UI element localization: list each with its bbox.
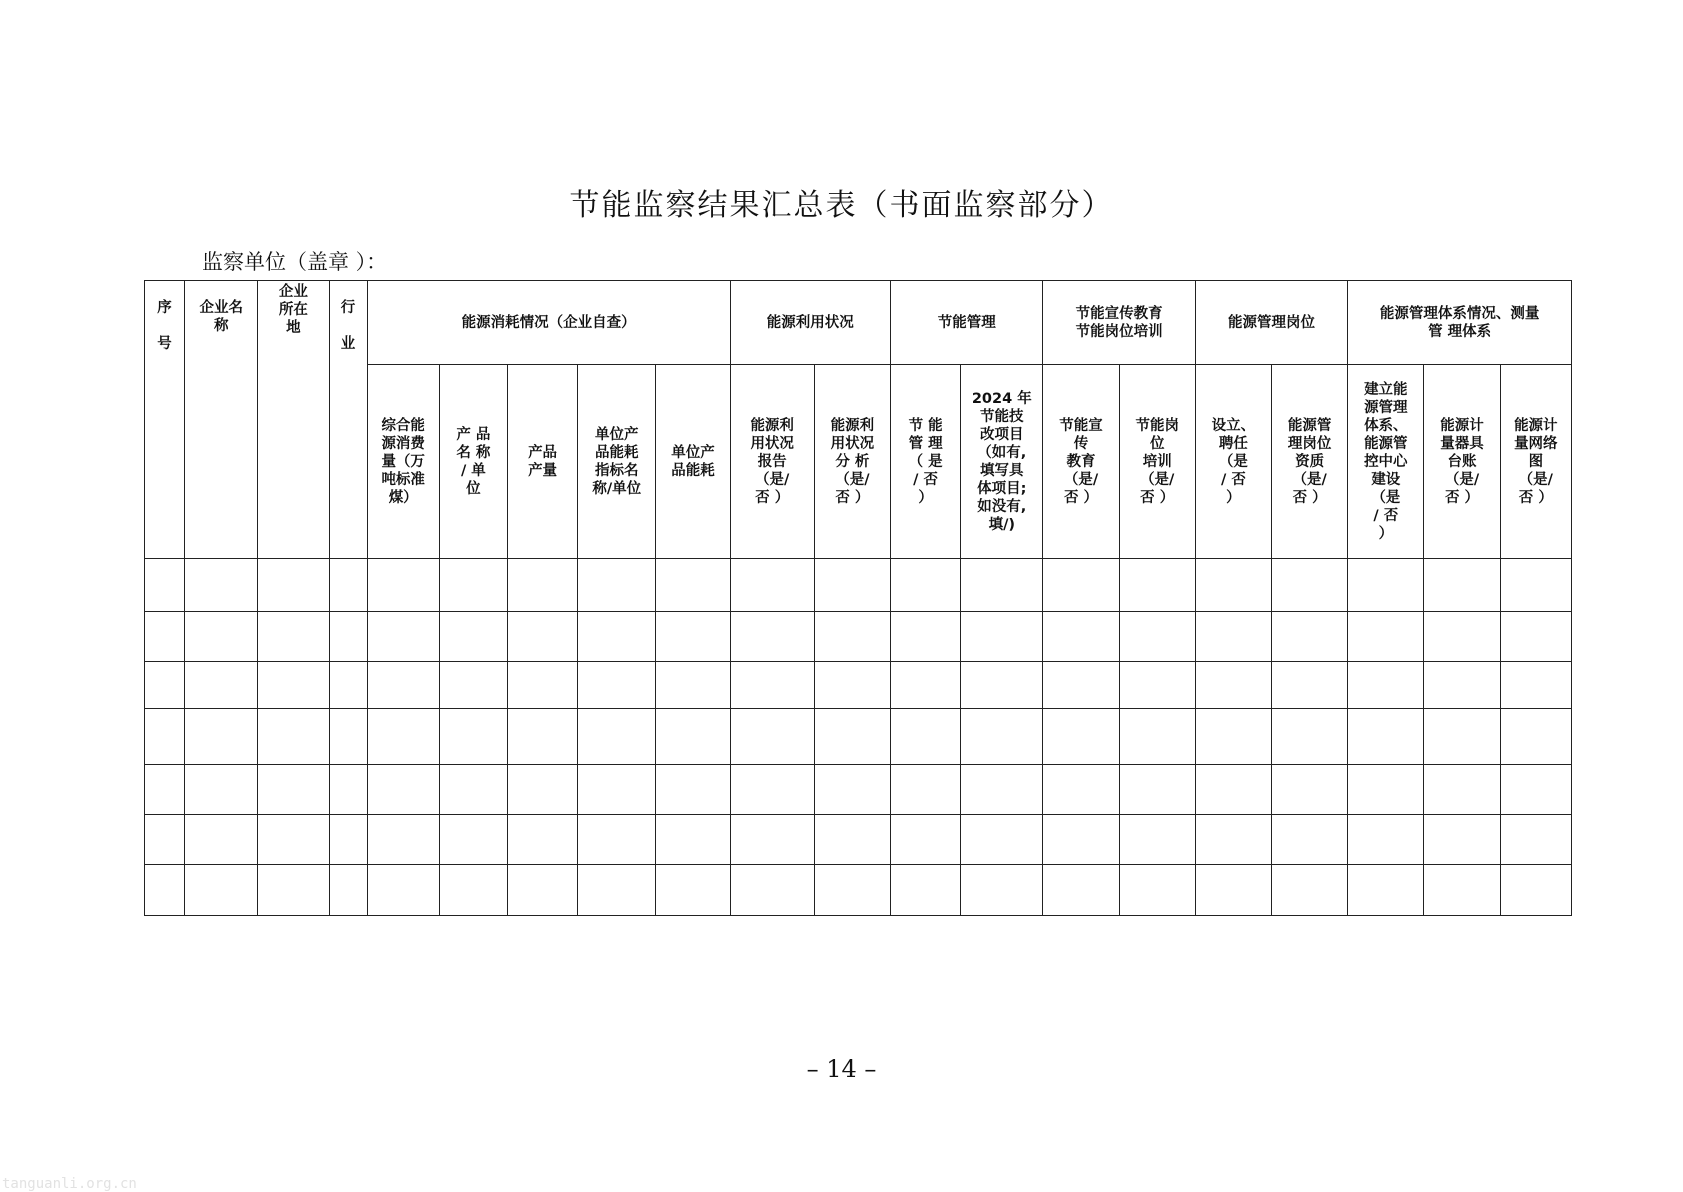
- table-row: [145, 765, 1572, 815]
- table-cell[interactable]: [656, 612, 730, 662]
- group-header-management-system: 能源管理体系情况、测量 管 理体系: [1348, 281, 1572, 365]
- sub-header: 能源管 理岗位 资质 （是/ 否 ）: [1272, 365, 1348, 559]
- table-cell[interactable]: [185, 765, 258, 815]
- table-cell[interactable]: [145, 559, 185, 612]
- watermark: tanguanli.org.cn: [2, 1176, 137, 1192]
- table-cell[interactable]: [1119, 559, 1195, 612]
- table-cell[interactable]: [1195, 865, 1271, 916]
- table-cell[interactable]: [1424, 709, 1500, 765]
- table-cell[interactable]: [367, 559, 439, 612]
- table-cell[interactable]: [814, 815, 890, 865]
- table-cell[interactable]: [1119, 709, 1195, 765]
- group-header-row: [145, 281, 1572, 365]
- table-cell[interactable]: [1195, 559, 1271, 612]
- table-cell[interactable]: [439, 865, 507, 916]
- table-cell[interactable]: [814, 865, 890, 916]
- table-cell[interactable]: [1424, 662, 1500, 709]
- table-cell[interactable]: [1500, 662, 1571, 709]
- table-cell[interactable]: [329, 709, 367, 765]
- table-cell[interactable]: [1348, 765, 1424, 815]
- table-cell[interactable]: [145, 765, 185, 815]
- table-cell[interactable]: [578, 709, 656, 765]
- table-cell[interactable]: [1348, 815, 1424, 865]
- table-cell[interactable]: [1424, 559, 1500, 612]
- table-cell[interactable]: [145, 815, 185, 865]
- table-cell[interactable]: [1272, 559, 1348, 612]
- table-cell[interactable]: [578, 815, 656, 865]
- table-cell[interactable]: [578, 662, 656, 709]
- group-header-energy-saving-management: 节能管理: [891, 281, 1043, 365]
- summary-table: [144, 280, 1572, 916]
- table-cell[interactable]: [961, 865, 1043, 916]
- table-cell[interactable]: [1195, 662, 1271, 709]
- table-cell[interactable]: [185, 865, 258, 916]
- table-cell[interactable]: [1043, 765, 1119, 815]
- table-cell[interactable]: [961, 709, 1043, 765]
- table-cell[interactable]: [578, 612, 656, 662]
- table-cell[interactable]: [961, 765, 1043, 815]
- table-cell[interactable]: [1272, 865, 1348, 916]
- table-cell[interactable]: [329, 662, 367, 709]
- table-cell[interactable]: [1272, 765, 1348, 815]
- table-cell[interactable]: [814, 709, 890, 765]
- table-cell[interactable]: [814, 559, 890, 612]
- table-cell[interactable]: [1043, 815, 1119, 865]
- table-cell[interactable]: [1500, 559, 1571, 612]
- table-cell[interactable]: [1119, 765, 1195, 815]
- table-cell[interactable]: [656, 662, 730, 709]
- table-cell[interactable]: [656, 559, 730, 612]
- table-cell[interactable]: [507, 662, 577, 709]
- table-cell[interactable]: [145, 612, 185, 662]
- table-cell[interactable]: [367, 612, 439, 662]
- table-cell[interactable]: [1043, 709, 1119, 765]
- table-cell[interactable]: [1272, 709, 1348, 765]
- table-cell[interactable]: [439, 709, 507, 765]
- sub-header: 能源计 量网络 图 （是/ 否 ）: [1500, 365, 1571, 559]
- group-header-energy-utilization: 能源利用状况: [730, 281, 890, 365]
- table-cell[interactable]: [891, 559, 961, 612]
- table-cell[interactable]: [1348, 865, 1424, 916]
- table-cell[interactable]: [578, 865, 656, 916]
- table-cell[interactable]: [439, 765, 507, 815]
- col-header-industry: 行 业: [329, 281, 367, 559]
- sub-header: 综合能 源消费 量（万 吨标准 煤）: [367, 365, 439, 559]
- group-header-publicity-training: 节能宣传教育 节能岗位培训: [1043, 281, 1195, 365]
- table-cell[interactable]: [1500, 709, 1571, 765]
- table-cell[interactable]: [578, 559, 656, 612]
- table-cell[interactable]: [891, 815, 961, 865]
- table-row: [145, 709, 1572, 765]
- sub-header: 能源利 用状况 分 析 （是/ 否 ）: [814, 365, 890, 559]
- table-cell[interactable]: [891, 865, 961, 916]
- table-cell[interactable]: [656, 765, 730, 815]
- sub-header: 能源计 量器具 台账 （是/ 否 ）: [1424, 365, 1500, 559]
- table-cell[interactable]: [258, 559, 329, 612]
- table-cell[interactable]: [1043, 662, 1119, 709]
- table-cell[interactable]: [439, 662, 507, 709]
- page-number: – 14 –: [806, 1055, 877, 1083]
- sub-header: 单位产 品能耗 指标名 称/单位: [578, 365, 656, 559]
- table-cell[interactable]: [1119, 612, 1195, 662]
- document-title: 节能监察结果汇总表（书面监察部分）: [569, 188, 1114, 223]
- table-cell[interactable]: [1500, 765, 1571, 815]
- table-cell[interactable]: [1043, 559, 1119, 612]
- table-cell[interactable]: [145, 709, 185, 765]
- table-cell[interactable]: [507, 612, 577, 662]
- table-cell[interactable]: [258, 612, 329, 662]
- table-cell[interactable]: [185, 815, 258, 865]
- table-cell[interactable]: [1424, 765, 1500, 815]
- table-row: [145, 559, 1572, 612]
- table-cell[interactable]: [656, 709, 730, 765]
- table-cell[interactable]: [1348, 559, 1424, 612]
- table-cell[interactable]: [1500, 612, 1571, 662]
- table-cell[interactable]: [1043, 612, 1119, 662]
- table-cell[interactable]: [730, 765, 814, 815]
- table-cell[interactable]: [329, 815, 367, 865]
- table-cell[interactable]: [145, 662, 185, 709]
- sub-header: 产 品 名 称 / 单 位: [439, 365, 507, 559]
- sub-header: 节能宣 传 教育 （是/ 否 ）: [1043, 365, 1119, 559]
- table-cell[interactable]: [730, 709, 814, 765]
- table-cell[interactable]: [439, 559, 507, 612]
- sub-header: 节能岗 位 培训 （是/ 否 ）: [1119, 365, 1195, 559]
- table-cell[interactable]: [367, 765, 439, 815]
- table-cell[interactable]: [507, 865, 577, 916]
- table-cell[interactable]: [507, 709, 577, 765]
- table-cell[interactable]: [730, 559, 814, 612]
- table-cell[interactable]: [814, 662, 890, 709]
- table-cell[interactable]: [656, 815, 730, 865]
- col-header-seq: 序 号: [145, 281, 185, 559]
- table-cell[interactable]: [367, 662, 439, 709]
- table-cell[interactable]: [730, 662, 814, 709]
- table-cell[interactable]: [1424, 612, 1500, 662]
- table-cell[interactable]: [367, 709, 439, 765]
- table-cell[interactable]: [185, 662, 258, 709]
- table-cell[interactable]: [185, 709, 258, 765]
- sub-header: 设立、 聘任 （是 / 否 ）: [1195, 365, 1271, 559]
- table-cell[interactable]: [367, 815, 439, 865]
- table-cell[interactable]: [439, 815, 507, 865]
- table-cell[interactable]: [145, 865, 185, 916]
- table-cell[interactable]: [578, 765, 656, 815]
- sub-header: 节 能 管 理 （ 是 / 否 ）: [891, 365, 961, 559]
- table-cell[interactable]: [439, 612, 507, 662]
- sub-header: 能源利 用状况 报告 （是/ 否 ）: [730, 365, 814, 559]
- table-row: [145, 865, 1572, 916]
- table-cell[interactable]: [1348, 612, 1424, 662]
- sub-header: 产品 产量: [507, 365, 577, 559]
- table-cell[interactable]: [814, 612, 890, 662]
- table-cell[interactable]: [730, 865, 814, 916]
- sub-header: 建立能 源管理 体系、 能源管 控中心 建设 （是 / 否 ）: [1348, 365, 1424, 559]
- table-cell[interactable]: [367, 865, 439, 916]
- table-cell[interactable]: [1195, 612, 1271, 662]
- table-cell[interactable]: [1424, 815, 1500, 865]
- table-cell[interactable]: [961, 815, 1043, 865]
- table-cell[interactable]: [730, 815, 814, 865]
- table-cell[interactable]: [961, 559, 1043, 612]
- table-cell[interactable]: [1195, 815, 1271, 865]
- table-cell[interactable]: [891, 709, 961, 765]
- table-cell[interactable]: [1272, 662, 1348, 709]
- table-cell[interactable]: [1195, 765, 1271, 815]
- table-cell[interactable]: [891, 612, 961, 662]
- table-cell[interactable]: [258, 709, 329, 765]
- table-cell[interactable]: [258, 662, 329, 709]
- table-cell[interactable]: [1119, 865, 1195, 916]
- table-cell[interactable]: [891, 662, 961, 709]
- table-row: [145, 662, 1572, 709]
- table-cell[interactable]: [1348, 662, 1424, 709]
- table-row: [145, 815, 1572, 865]
- table-cell[interactable]: [656, 865, 730, 916]
- group-header-energy-consumption: 能源消耗情况（企业自查）: [367, 281, 730, 365]
- table-cell[interactable]: [185, 612, 258, 662]
- group-header-management-post: 能源管理岗位: [1195, 281, 1347, 365]
- table-cell[interactable]: [961, 612, 1043, 662]
- table-cell[interactable]: [1119, 662, 1195, 709]
- table-cell[interactable]: [258, 865, 329, 916]
- table-cell[interactable]: [961, 662, 1043, 709]
- table-cell[interactable]: [329, 865, 367, 916]
- table-body: [145, 559, 1572, 916]
- table-cell[interactable]: [1500, 815, 1571, 865]
- table-cell[interactable]: [507, 815, 577, 865]
- table-cell[interactable]: [507, 765, 577, 815]
- table-cell[interactable]: [258, 765, 329, 815]
- table-row: [145, 612, 1572, 662]
- sub-header: 2024 年 节能技 改项目 （如有, 填写具 体项目; 如没有, 填/): [961, 365, 1043, 559]
- sub-header: 单位产 品能耗: [656, 365, 730, 559]
- table-cell[interactable]: [1500, 865, 1571, 916]
- table-cell[interactable]: [730, 612, 814, 662]
- table-cell[interactable]: [1348, 709, 1424, 765]
- table-cell[interactable]: [329, 612, 367, 662]
- table-cell[interactable]: [507, 559, 577, 612]
- table-cell[interactable]: [1424, 865, 1500, 916]
- col-header-location: 企业 所在 地: [258, 281, 329, 559]
- table-cell[interactable]: [1272, 612, 1348, 662]
- table-cell[interactable]: [1272, 815, 1348, 865]
- table-cell[interactable]: [814, 765, 890, 815]
- table-cell[interactable]: [185, 559, 258, 612]
- table-cell[interactable]: [258, 815, 329, 865]
- table-cell[interactable]: [1195, 709, 1271, 765]
- table-cell[interactable]: [1043, 865, 1119, 916]
- table-cell[interactable]: [329, 765, 367, 815]
- col-header-company: 企业名 称: [185, 281, 258, 559]
- table-cell[interactable]: [891, 765, 961, 815]
- inspection-unit-label: 监察单位（盖章 ）：: [202, 250, 388, 274]
- table-cell[interactable]: [1119, 815, 1195, 865]
- table-cell[interactable]: [329, 559, 367, 612]
